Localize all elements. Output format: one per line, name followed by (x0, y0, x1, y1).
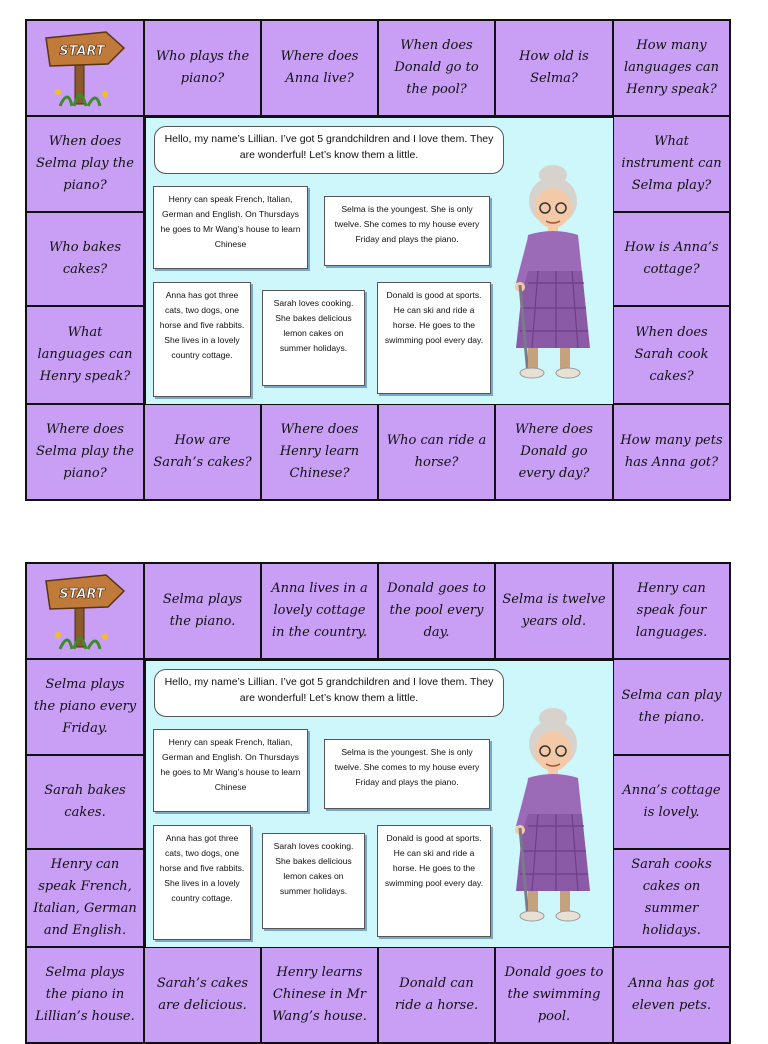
answer-cell: Selma is twelve years old. (494, 562, 614, 660)
answer-cell: Anna’s cottage is lovely. (612, 754, 731, 850)
anna-note: Anna has got three cats, two dogs, one horse and five rabbits. She lives in a lovely country cottage. (153, 282, 251, 397)
henry-note: Henry can speak French, Italian, German and English. On Thursdays he goes to Mr Wang’s house to learn Chinese (153, 729, 308, 812)
board-questions (25, 19, 731, 501)
lillian-speech-bubble: Hello, my name’s Lillian. I’ve got 5 grandchildren and I love them. They are wonderful! Let’s know them a little. (154, 669, 504, 717)
start-cell (25, 19, 145, 117)
answer-cell: Henry learns Chinese in Mr Wang’s house. (260, 946, 379, 1044)
question-cell: How is Anna’s cottage? (612, 211, 731, 307)
story-panel (145, 117, 614, 405)
board-answers (25, 562, 731, 1044)
question-cell: When does Donald go to the pool? (377, 19, 496, 117)
henry-note: Henry can speak French, Italian, German and English. On Thursdays he goes to Mr Wang’s house to learn Chinese (153, 186, 308, 269)
svg-text:START: START (58, 586, 105, 602)
lillian-speech-bubble: Hello, my name’s Lillian. I’ve got 5 grandchildren and I love them. They are wonderful! Let’s know them a little. (154, 126, 504, 174)
question-cell: What languages can Henry speak? (25, 305, 145, 405)
answer-cell: Selma plays the piano every Friday. (25, 658, 145, 756)
answer-cell: Henry can speak French, Italian, German and English. (25, 848, 145, 948)
answer-cell: Donald goes to the pool every day. (377, 562, 496, 660)
question-cell: When does Selma play the piano? (25, 115, 145, 213)
question-cell: Who can ride a horse? (377, 403, 496, 501)
grandmother-illustration (498, 153, 608, 383)
donald-note: Donald is good at sports. He can ski and ride a horse. He goes to the swimming pool every day. (377, 825, 491, 937)
answer-cell: Sarah bakes cakes. (25, 754, 145, 850)
answer-cell: Henry can speak four languages. (612, 562, 731, 660)
question-cell: How are Sarah’s cakes? (143, 403, 262, 501)
question-cell: How old is Selma? (494, 19, 614, 117)
donald-note: Donald is good at sports. He can ski and ride a horse. He goes to the swimming pool every day. (377, 282, 491, 394)
question-cell: When does Sarah cook cakes? (612, 305, 731, 405)
question-cell: How many pets has Anna got? (612, 403, 731, 501)
answer-cell: Selma plays the piano. (143, 562, 262, 660)
answer-cell: Sarah cooks cakes on summer holidays. (612, 848, 731, 948)
answer-cell: Selma plays the piano in Lillian’s house. (25, 946, 145, 1044)
answer-cell: Anna has got eleven pets. (612, 946, 731, 1044)
selma-note: Selma is the youngest. She is only twelve. She comes to my house every Friday and plays the piano. (324, 196, 490, 266)
answer-cell: Sarah’s cakes are delicious. (143, 946, 262, 1044)
svg-text:START: START (58, 43, 105, 59)
story-panel (145, 660, 614, 948)
question-cell: Who bakes cakes? (25, 211, 145, 307)
question-cell: Where does Donald go every day? (494, 403, 614, 501)
question-cell: Where does Selma play the piano? (25, 403, 145, 501)
question-cell: How many languages can Henry speak? (612, 19, 731, 117)
start-signpost-icon (38, 569, 133, 654)
answer-cell: Selma can play the piano. (612, 658, 731, 756)
question-cell: Who plays the piano? (143, 19, 262, 117)
answer-cell: Donald can ride a horse. (377, 946, 496, 1044)
answer-cell: Donald goes to the swimming pool. (494, 946, 614, 1044)
grandmother-illustration (498, 696, 608, 926)
anna-note: Anna has got three cats, two dogs, one horse and five rabbits. She lives in a lovely country cottage. (153, 825, 251, 940)
selma-note: Selma is the youngest. She is only twelve. She comes to my house every Friday and plays the piano. (324, 739, 490, 809)
sarah-note: Sarah loves cooking. She bakes delicious lemon cakes on summer holidays. (262, 833, 365, 929)
start-signpost-icon (38, 26, 133, 111)
question-cell: Where does Anna live? (260, 19, 379, 117)
sarah-note: Sarah loves cooking. She bakes delicious lemon cakes on summer holidays. (262, 290, 365, 386)
answer-cell: Anna lives in a lovely cottage in the country. (260, 562, 379, 660)
start-cell (25, 562, 145, 660)
question-cell: Where does Henry learn Chinese? (260, 403, 379, 501)
question-cell: What instrument can Selma play? (612, 115, 731, 213)
